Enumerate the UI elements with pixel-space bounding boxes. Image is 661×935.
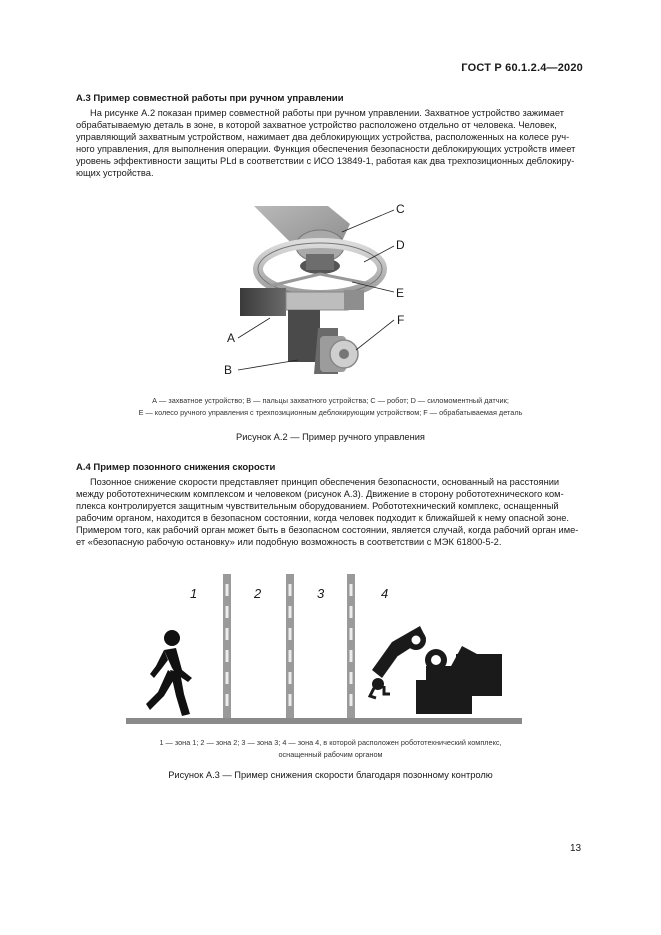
industrial-robot-icon xyxy=(370,626,502,714)
zone-number-1: 1 xyxy=(190,586,198,601)
paragraph-line: плекса контролируется защитным чувствительным оборудованием. Робототехнический комплекс, оснащенный xyxy=(76,500,559,511)
figure-a3-legend xyxy=(60,737,601,760)
paragraph-line: между робототехническим комплексом и человеком (рисунок А.3). Движение в сторону робототехнического ком- xyxy=(76,488,564,499)
legend-line: Е — колесо ручного управления с трехпозиционным деблокирующим устройством; F — обрабатываемая деталь xyxy=(138,407,523,417)
page-number: 13 xyxy=(570,843,582,854)
floor-line xyxy=(126,718,522,724)
legend-line: оснащенный рабочим органом xyxy=(278,749,383,759)
figure-label-e: E xyxy=(396,286,405,300)
figure-label-c: C xyxy=(396,202,405,216)
figure-label-d: D xyxy=(396,238,405,252)
legend-line: 1 — зона 1; 2 — зона 2; 3 — зона 3; 4 — зона 4, в которой расположен робототехнический комплекс, xyxy=(159,738,502,747)
figure-label-a: A xyxy=(227,331,236,345)
figure-a2-leader-lines xyxy=(224,200,414,380)
paragraph-line: ного управления, для выполнения операции. Функция обеспечения безопасности деблокирующих устройств имеет xyxy=(76,143,576,154)
figure-label-b: B xyxy=(224,363,233,377)
figure-a2-caption: Рисунок А.2 — Пример ручного управления xyxy=(236,432,425,442)
section-a4-title: А.4 Пример позонного снижения скорости xyxy=(76,462,276,473)
paragraph-line: ет «безопасную рабочую остановку» или подобную возможность в соответствии с МЭК 61800-5-2. xyxy=(76,536,502,547)
paragraph-line: управляющий захватным устройством, нажимает два деблокирующих устройства, расположенных на колесе руч- xyxy=(76,131,570,142)
section-a3-title: А.3 Пример совместной работы при ручном управлении xyxy=(76,93,344,104)
paragraph-line: На рисунке А.2 показан пример совместной работы при ручном управлении. Захватное устройство зажимает xyxy=(90,108,564,118)
figure-label-f: F xyxy=(397,313,405,327)
paragraph-line: Позонное снижение скорости представляет принцип обеспечения безопасности, основанный на расстоянии xyxy=(90,477,560,487)
zone-number-4: 4 xyxy=(381,586,389,601)
paragraph-line: Примером того, как рабочий орган может быть в безопасном состоянии, является случай, когда рабочий орган име- xyxy=(76,524,579,535)
paragraph-line: рабочим органом, находится в безопасном состоянии, когда человек подходит к ближайшей к нему опасной зоне. xyxy=(76,512,569,523)
zone-number-2: 2 xyxy=(254,586,262,601)
walking-person-icon xyxy=(146,630,192,716)
paragraph-line: ющих устройства. xyxy=(76,167,154,178)
section-a4-paragraph xyxy=(76,477,583,548)
zone-number-3: 3 xyxy=(317,586,325,601)
section-a3-paragraph xyxy=(76,108,583,179)
light-curtain xyxy=(347,574,355,718)
document-header: ГОСТ Р 60.1.2.4—2020 xyxy=(461,62,583,74)
light-curtain xyxy=(286,574,294,718)
figure-a3-caption: Рисунок А.3 — Пример снижения скорости благодаря позонному контролю xyxy=(168,770,493,780)
light-curtain xyxy=(223,574,231,718)
paragraph-line: уровень эффективности защиты PLd в соответствии с ИСО 13849-1, работая как два трехпозиционных деблокиру- xyxy=(76,155,575,166)
legend-line: А — захватное устройство; В — пальцы захватного устройства; С — робот; D — силомоментный датчик; xyxy=(152,396,509,405)
paragraph-line: обрабатываемую деталь в зоне, в которой захватное устройство расположено отдельно от человека. Человек, xyxy=(76,119,557,130)
figure-a3-zone-illustration xyxy=(120,570,530,726)
figure-a2-legend xyxy=(60,395,601,418)
